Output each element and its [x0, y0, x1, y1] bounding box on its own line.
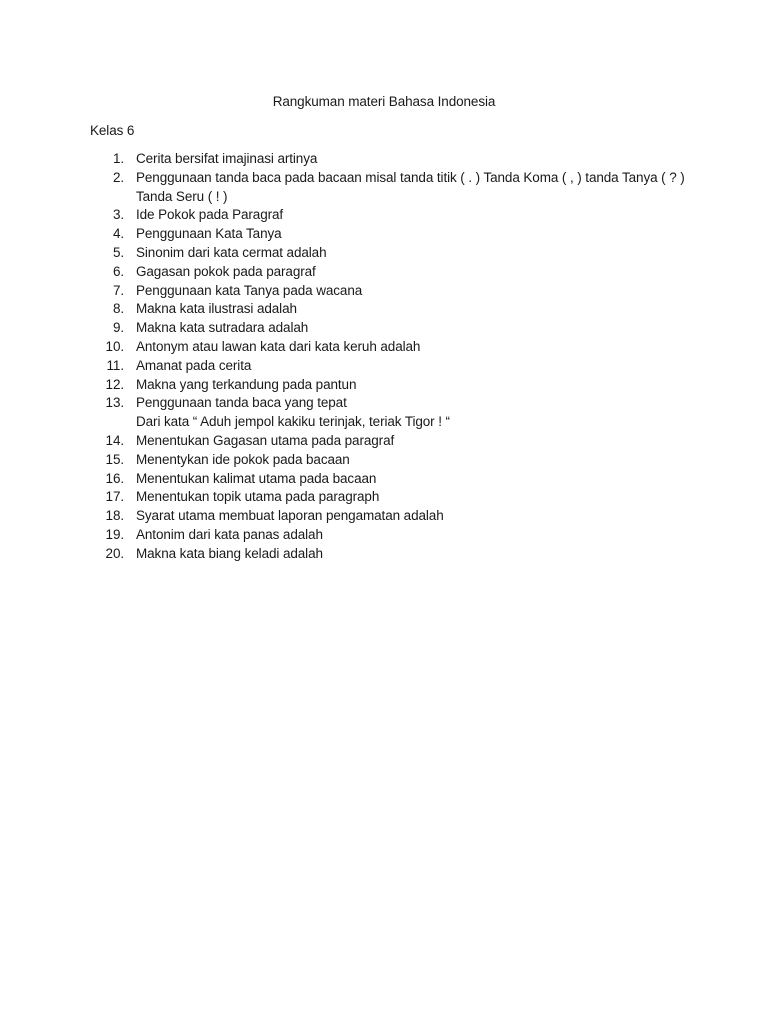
- list-item-text: Gagasan pokok pada paragraf: [136, 263, 316, 279]
- list-item: [90, 376, 690, 395]
- list-item-number: 2.: [112, 169, 124, 185]
- list-item-text: Makna kata sutradara adalah: [136, 320, 309, 336]
- list-item-text: Cerita bersifat imajinasi artinya: [136, 151, 318, 166]
- list-item: [90, 206, 690, 225]
- list-item: [90, 319, 690, 338]
- list-item-number: 5.: [112, 244, 124, 260]
- list-item-number: 12.: [105, 376, 124, 392]
- list-item-text: Makna kata ilustrasi adalah: [136, 301, 297, 317]
- list-item: [90, 470, 690, 489]
- list-item-number: 1.: [112, 151, 124, 166]
- list-item: [90, 545, 690, 564]
- list-item-text: Antonim dari kata panas adalah: [136, 526, 323, 542]
- list-item-number: 19.: [105, 526, 124, 542]
- list-item-number: 17.: [105, 489, 124, 505]
- list-item-number: 8.: [112, 301, 124, 317]
- list-item-text: Menentykan ide pokok pada bacaan: [136, 451, 350, 467]
- list-item-number: 4.: [112, 226, 124, 242]
- list-item-text: Ide Pokok pada Paragraf: [136, 207, 284, 223]
- list-item-text: Amanat pada cerita: [136, 357, 252, 373]
- list-item-text: Tanda Seru ( ! ): [136, 188, 228, 204]
- list-item-number: 9.: [112, 320, 124, 336]
- list-item-text: Sinonim dari kata cermat adalah: [136, 244, 327, 260]
- list-item-text: Penggunaan tanda baca pada bacaan misal tanda titik ( . ) Tanda Koma ( , ) tanda Tanya ( ? ): [136, 169, 685, 185]
- list-item: [90, 526, 690, 545]
- list-item-text: Makna yang terkandung pada pantun: [136, 376, 357, 392]
- list-item-number: 6.: [112, 263, 124, 279]
- list-item-number: 16.: [105, 470, 124, 486]
- list-item: [90, 451, 690, 470]
- list-item-number: 15.: [105, 451, 124, 467]
- list-item: [90, 150, 690, 169]
- list-item-text: Menentukan Gagasan utama pada paragraf: [136, 432, 395, 448]
- list-item-text: Menentukan kalimat utama pada bacaan: [136, 470, 377, 486]
- class-label: Kelas 6: [90, 123, 135, 138]
- list-item-number: 13.: [105, 395, 124, 411]
- document-title: Rangkuman materi Bahasa Indonesia: [272, 94, 496, 109]
- list-item: [90, 338, 690, 357]
- list-item-text: Penggunaan tanda baca yang tepat: [136, 395, 347, 411]
- list-item-number: 18.: [105, 508, 124, 524]
- list-item-text: Syarat utama membuat laporan pengamatan adalah: [136, 508, 444, 524]
- list-item-number: 20.: [105, 545, 124, 561]
- list-item: [90, 488, 690, 507]
- list-item-text: Penggunaan Kata Tanya: [136, 226, 282, 242]
- list-item-number: 11.: [106, 357, 124, 373]
- question-list: [90, 150, 690, 564]
- list-item: [90, 394, 690, 432]
- list-item: [90, 432, 690, 451]
- list-item-text: Menentukan topik utama pada paragraph: [136, 489, 380, 505]
- list-item-number: 10.: [105, 338, 124, 354]
- list-item-text: Antonym atau lawan kata dari kata keruh adalah: [136, 338, 421, 354]
- list-item-text: Penggunaan kata Tanya pada wacana: [136, 282, 363, 298]
- list-item: [90, 282, 690, 301]
- list-item-text: Makna kata biang keladi adalah: [136, 545, 323, 561]
- list-item: [90, 169, 690, 207]
- list-item: [90, 357, 690, 376]
- list-item: [90, 300, 690, 319]
- list-item-number: 14.: [105, 432, 124, 448]
- list-item-text: Dari kata “ Aduh jempol kakiku terinjak, teriak Tigor ! “: [136, 414, 450, 430]
- list-item-number: 3.: [112, 207, 124, 223]
- list-item-number: 7.: [112, 282, 124, 298]
- list-item: [90, 263, 690, 282]
- list-item: [90, 507, 690, 526]
- list-item: [90, 225, 690, 244]
- list-item: [90, 244, 690, 263]
